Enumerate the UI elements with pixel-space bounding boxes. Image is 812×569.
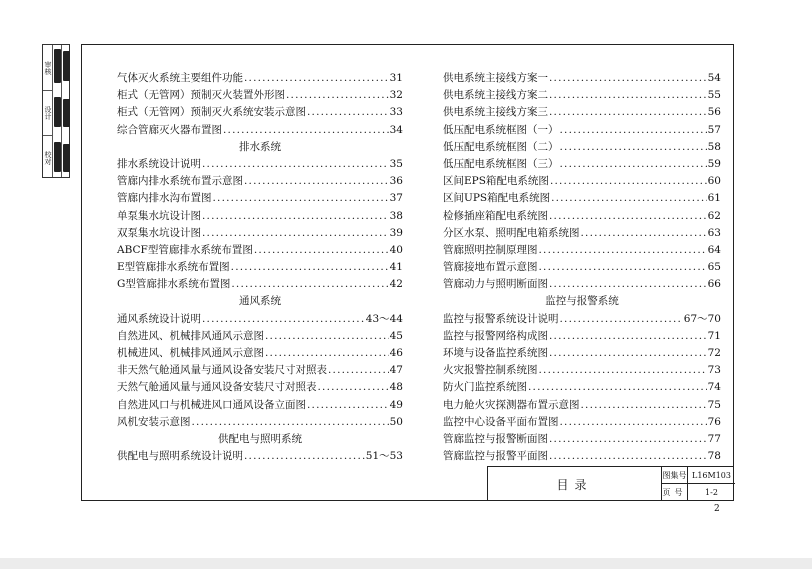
toc-entry[interactable] <box>117 156 403 173</box>
toc-entry-page: 31 <box>389 72 403 84</box>
toc-entry-page: 73 <box>707 364 721 377</box>
toc-entry[interactable] <box>443 208 721 225</box>
toc-leader-dots <box>539 259 707 276</box>
toc-entry-page: 47 <box>389 364 403 377</box>
toc-entry-page: 75 <box>707 398 721 411</box>
toc-entry-page: 40 <box>389 243 403 256</box>
toc-leader-dots <box>560 414 707 431</box>
toc-entry-page: 71 <box>707 329 721 342</box>
toc-entry[interactable] <box>117 242 403 259</box>
toc-entry-title: 自然进风、机械排风通风示意图 <box>117 329 264 342</box>
toc-entry-page: 51～53 <box>365 450 403 463</box>
sheet-number: 2 <box>714 504 720 514</box>
toc-entry-page: 56 <box>707 106 721 119</box>
toc-entry-title: 低压配电系统框图（一） <box>443 123 559 136</box>
toc-entry[interactable] <box>443 104 721 121</box>
toc-leader-dots <box>318 379 389 396</box>
toc-leader-dots <box>202 208 389 225</box>
toc-entry-page: 55 <box>707 89 721 102</box>
title-block <box>487 466 734 501</box>
toc-entry[interactable] <box>443 242 721 259</box>
toc-entry[interactable] <box>117 414 403 431</box>
toc-entry[interactable] <box>443 397 721 414</box>
toc-entry-title: 单泵集水坑设计图 <box>117 209 201 222</box>
toc-entry-page: 72 <box>707 347 721 359</box>
toc-entry[interactable] <box>117 87 403 104</box>
toc-entry[interactable] <box>443 259 721 276</box>
toc-leader-dots <box>244 173 389 190</box>
toc-entry[interactable] <box>117 448 403 465</box>
toc-section-heading: 监控与报警系统 <box>545 295 619 308</box>
toc-entry-title: 环境与设备监控系统图 <box>443 347 548 359</box>
toc-leader-dots <box>202 311 365 328</box>
toc-entry-title: 自然进风口与机械进风口通风设备立面图 <box>117 398 306 411</box>
signature-column-stamps <box>61 45 71 177</box>
toc-entry-title: 管廊动力与照明断面图 <box>443 278 548 291</box>
page-number-label: 页号 <box>662 484 688 501</box>
toc-leader-dots <box>549 431 707 448</box>
toc-entry[interactable] <box>443 173 721 190</box>
toc-entry-page: 67～70 <box>683 312 721 325</box>
toc-entry-title: 防火门监控系统图 <box>443 381 527 394</box>
toc-entry-title: 供配电与照明系统设计说明 <box>117 450 243 463</box>
toc-entry[interactable] <box>443 276 721 293</box>
toc-entry-page: 65 <box>707 261 721 274</box>
toc-entry-title: 通风系统设计说明 <box>117 312 201 325</box>
toc-entry[interactable] <box>443 156 721 173</box>
toc-leader-dots <box>231 276 388 293</box>
toc-entry[interactable] <box>117 208 403 225</box>
toc-leader-dots <box>202 156 389 173</box>
toc-entry-title: 监控与报警系统设计说明 <box>443 312 559 325</box>
toc-leader-dots <box>549 448 707 465</box>
toc-entry-title: 气体灭火系统主要组件功能 <box>117 72 243 84</box>
toc-entry-title: 机械进风、机械排风通风示意图 <box>117 347 264 359</box>
toc-section-heading: 供配电与照明系统 <box>218 432 302 445</box>
toc-entry[interactable] <box>443 345 721 362</box>
toc-entry[interactable] <box>117 362 403 379</box>
toc-entry-page: 57 <box>707 123 721 136</box>
toc-entry-title: 管廊内排水沟布置图 <box>117 192 212 205</box>
toc-entry-title: 双泵集水坑设计图 <box>117 226 201 239</box>
toc-leader-dots <box>192 414 389 431</box>
toc-entry-page: 58 <box>707 140 721 153</box>
toc-entry-page: 45 <box>389 329 403 342</box>
toc-entry[interactable] <box>443 190 721 207</box>
signature-label-reviewer: 审核 <box>44 60 52 75</box>
page-number-value: 1-2 <box>705 488 718 497</box>
toc-entry-page: 78 <box>707 450 721 463</box>
toc-entry[interactable] <box>443 448 721 465</box>
toc-entry[interactable] <box>117 225 403 242</box>
toc-entry-title: 管廊接地布置示意图 <box>443 261 538 274</box>
toc-entry-page: 32 <box>389 89 403 102</box>
toc-entry-title: 天然气舱通风量与通风设备安装尺寸对照表 <box>117 381 317 394</box>
toc-entry-title: 区间UPS箱配电系统图 <box>443 192 551 205</box>
toc-leader-dots <box>244 70 389 87</box>
toc-entry-title: 综合管廊灭火器布置图 <box>117 123 222 136</box>
toc-entry[interactable] <box>443 431 721 448</box>
toc-entry-title: 区间EPS箱配电系统图 <box>443 175 549 188</box>
toc-entry-title: 火灾报警控制系统图 <box>443 364 538 377</box>
atlas-number-value: L16M103 <box>688 467 735 484</box>
toc-entry-page: 34 <box>389 123 403 136</box>
toc-entry[interactable] <box>117 122 403 139</box>
toc-entry-title: 电力舱火灾探测器布置示意图 <box>443 398 580 411</box>
toc-entry-page: 46 <box>389 347 403 359</box>
toc-leader-dots <box>539 242 707 259</box>
toc-entry-title: 风机安装示意图 <box>117 415 191 428</box>
toc-entry-title: ABCF型管廊排水系统布置图 <box>117 243 253 256</box>
toc-entry[interactable] <box>117 173 403 190</box>
toc-leader-dots <box>286 87 389 104</box>
signature-label-designer: 设计 <box>44 106 52 120</box>
toc-entry-page: 61 <box>707 192 721 205</box>
toc-leader-dots <box>328 362 389 379</box>
toc-entry[interactable] <box>443 379 721 396</box>
toc-leader-dots <box>549 104 707 121</box>
toc-entry[interactable] <box>117 104 403 121</box>
toc-entry-title: 管廊监控与报警断面图 <box>443 432 548 445</box>
toc-entry-page: 64 <box>707 243 721 256</box>
toc-leader-dots <box>223 122 389 139</box>
toc-leader-dots <box>560 311 683 328</box>
toc-leader-dots <box>528 379 707 396</box>
toc-entry-title: 非天然气舱通风量与通风设备安装尺寸对照表 <box>117 364 327 377</box>
signature-strip <box>42 44 70 178</box>
toc-entry[interactable] <box>443 311 721 328</box>
toc-entry-title: 管廊内排水系统布置示意图 <box>117 175 243 188</box>
toc-entry[interactable] <box>117 328 403 345</box>
toc-leader-dots <box>551 190 707 207</box>
toc-entry-title: E型管廊排水系统布置图 <box>117 261 230 274</box>
toc-section-heading: 通风系统 <box>239 295 281 308</box>
toc-leader-dots <box>560 156 707 173</box>
toc-entry-title: 供电系统主接线方案一 <box>443 72 548 84</box>
toc-leader-dots <box>244 448 365 465</box>
toc-entry-page: 74 <box>707 381 721 394</box>
toc-entry-page: 43～44 <box>365 312 403 325</box>
toc-entry-page: 39 <box>389 226 403 239</box>
toc-entry[interactable] <box>443 414 721 431</box>
toc-leader-dots <box>549 276 707 293</box>
toc-entry-page: 59 <box>707 157 721 170</box>
toc-entry-title: 管廊照明控制原理图 <box>443 243 538 256</box>
viewer-bottom-strip <box>0 558 812 569</box>
toc-leader-dots <box>581 225 707 242</box>
toc-entry-page: 37 <box>389 192 403 205</box>
toc-leader-dots <box>581 397 707 414</box>
toc-entry[interactable] <box>117 276 403 293</box>
handwritten-signature <box>54 97 61 127</box>
toc-leader-dots <box>549 345 707 362</box>
handwritten-signature <box>63 99 70 127</box>
toc-leader-dots <box>265 345 389 362</box>
toc-entry-title: 检修插座箱配电系统图 <box>443 209 548 222</box>
toc-entry-title: 低压配电系统框图（三） <box>443 157 559 170</box>
atlas-number-label: 图集号 <box>662 467 688 484</box>
toc-entry[interactable] <box>443 225 721 242</box>
toc-entry-title: G型管廊排水系统布置图 <box>117 278 231 291</box>
handwritten-signature <box>63 51 70 81</box>
toc-leader-dots <box>231 259 389 276</box>
handwritten-signature <box>54 49 61 83</box>
toc-entry[interactable] <box>117 311 403 328</box>
toc-leader-dots <box>265 328 389 345</box>
toc-entry-title: 分区水泵、照明配电箱系统图 <box>443 226 580 239</box>
toc-entry-title: 管廊监控与报警平面图 <box>443 450 548 463</box>
title-block-title: 目录 <box>488 467 662 501</box>
toc-entry-title: 监控与报警网络构成图 <box>443 329 548 342</box>
toc-entry-page: 62 <box>707 209 721 222</box>
toc-entry-page: 35 <box>389 157 403 170</box>
toc-entry-title: 供电系统主接线方案三 <box>443 106 548 119</box>
toc-entry-page: 38 <box>389 209 403 222</box>
toc-entry-title: 低压配电系统框图（二） <box>443 140 559 153</box>
toc-leader-dots <box>539 362 707 379</box>
toc-column-right <box>443 70 721 465</box>
toc-entry-page: 36 <box>389 175 403 188</box>
toc-entry-title: 柜式（无管网）预制灭火装置外形图 <box>117 89 285 102</box>
toc-entry-title: 供电系统主接线方案二 <box>443 89 548 102</box>
toc-leader-dots <box>550 173 707 190</box>
toc-entry[interactable] <box>117 259 403 276</box>
toc-entry-page: 42 <box>389 278 403 291</box>
toc-leader-dots <box>549 87 707 104</box>
handwritten-signature <box>63 144 70 172</box>
toc-entry-page: 50 <box>389 415 403 428</box>
toc-leader-dots <box>202 225 389 242</box>
toc-leader-dots <box>560 139 707 156</box>
toc-entry-title: 监控中心设备平面布置图 <box>443 415 559 428</box>
toc-entry[interactable] <box>443 122 721 139</box>
toc-entry[interactable] <box>443 139 721 156</box>
toc-entry[interactable] <box>443 328 721 345</box>
toc-leader-dots <box>549 70 707 87</box>
toc-leader-dots <box>560 122 707 139</box>
toc-entry-page: 77 <box>707 432 721 445</box>
signature-column-labels <box>43 45 52 177</box>
toc-column-left <box>117 70 403 465</box>
toc-entry-title: 柜式（无管网）预制灭火系统安装示意图 <box>117 106 306 119</box>
toc-section-heading: 排水系统 <box>239 140 281 153</box>
toc-entry[interactable] <box>117 190 403 207</box>
toc-entry-page: 66 <box>707 278 721 291</box>
toc-leader-dots <box>254 242 389 259</box>
toc-entry-page: 33 <box>389 106 403 119</box>
toc-entry-page: 41 <box>389 261 403 274</box>
toc-entry-page: 63 <box>707 226 721 239</box>
toc-entry[interactable] <box>117 379 403 396</box>
toc-leader-dots <box>307 397 389 414</box>
toc-entry-page: 76 <box>707 415 721 428</box>
toc-entry-page: 60 <box>707 175 721 188</box>
toc-entry[interactable] <box>117 70 403 87</box>
toc-entry[interactable] <box>443 70 721 87</box>
toc-leader-dots <box>307 104 389 121</box>
signature-label-checker: 校对 <box>44 150 52 165</box>
toc-entry[interactable] <box>117 397 403 414</box>
handwritten-signature <box>54 142 61 172</box>
toc-entry-title: 排水系统设计说明 <box>117 157 201 170</box>
toc-leader-dots <box>549 328 707 345</box>
toc-entry-page: 48 <box>389 381 403 394</box>
toc-entry-page: 54 <box>707 72 721 84</box>
toc-entry-page: 49 <box>389 398 403 411</box>
toc-entry[interactable] <box>443 362 721 379</box>
toc-leader-dots <box>549 208 707 225</box>
toc-leader-dots <box>213 190 389 207</box>
toc-entry[interactable] <box>443 87 721 104</box>
toc-entry[interactable] <box>117 345 403 362</box>
